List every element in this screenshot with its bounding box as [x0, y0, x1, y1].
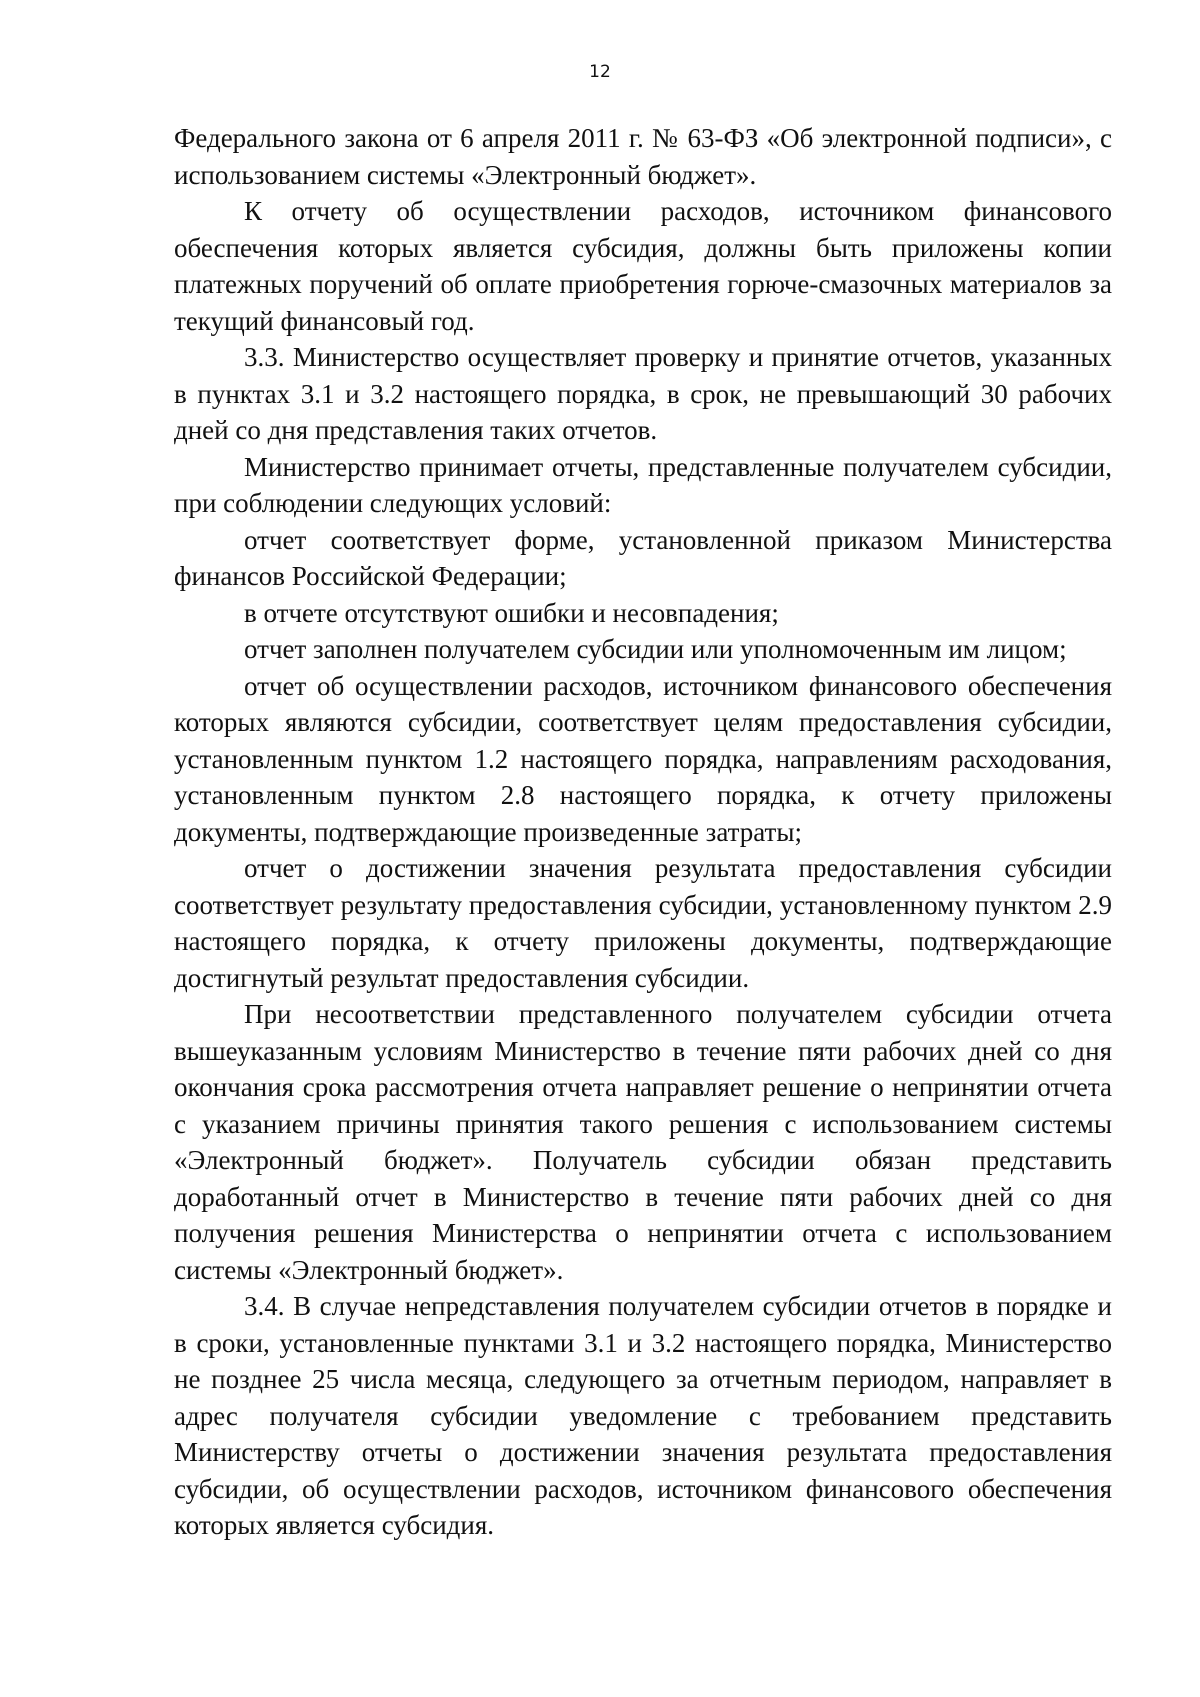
paragraph-3-3: 3.3. Министерство осуществляет проверку и принятие отчетов, указанных в пунктах 3.1 и 3.2 настоящего порядка, в срок, не превышающий 30 рабочих дней со дня представления таких отчетов. [174, 342, 1112, 445]
paragraph-continuation: Федерального закона от 6 апреля 2011 г. № 63-ФЗ «Об электронной подписи», с использованием системы «Электронный бюджет». [174, 123, 1112, 190]
paragraph-acceptance-conditions: Министерство принимает отчеты, представленные получателем субсидии, при соблюдении следующих условий: [174, 451, 1112, 518]
condition-expenses-report: отчет об осуществлении расходов, источником финансового обеспечения которых являются субсидии, соответствует целям предоставления субсидии, установленным пунктом 1.2 настоящего порядка, направлениям расходования, установленным пунктом 2.8 настоящего порядка, к отчету приложены документы, подтверждающие произведенные затраты; [174, 670, 1112, 847]
paragraph-attachments: К отчету об осуществлении расходов, источником финансового обеспечения которых является субсидия, должны быть приложены копии платежных поручений об оплате приобретения горюче-смазочных материалов за текущий финансовый год. [174, 196, 1112, 336]
paragraph-non-compliance: При несоответствии представленного получателем субсидии отчета вышеуказанным условиям Министерство в течение пяти рабочих дней со дня окончания срока рассмотрения отчета направляет решение о непринятии отчета с указанием причины принятия такого решения с использованием системы «Электронный бюджет». Получатель субсидии обязан представить доработанный отчет в Министерство в течение пяти рабочих дней со дня получения решения Министерства о непринятии отчета с использованием системы «Электронный бюджет». [174, 999, 1112, 1285]
condition-form: отчет соответствует форме, установленной приказом Министерства финансов Российской Федерации; [174, 524, 1112, 591]
condition-result-report: отчет о достижении значения результата предоставления субсидии соответствует результату предоставления субсидии, установленному пунктом 2.9 настоящего порядка, к отчету приложены документы, подтверждающие достигнутый результат предоставления субсидии. [174, 853, 1112, 993]
condition-no-errors: в отчете отсутствуют ошибки и несовпадения; [244, 597, 779, 628]
paragraph-3-4: 3.4. В случае непредставления получателем субсидии отчетов в порядке и в сроки, установленные пунктами 3.1 и 3.2 настоящего порядка, Министерство не позднее 25 числа месяца, следующего за отчетным периодом, направляет в адрес получателя субсидии уведомление с требованием представить Министерству отчеты о достижении значения результата предоставления субсидии, об осуществлении расходов, источником финансового обеспечения которых является субсидия. [174, 1291, 1112, 1540]
condition-filled-by: отчет заполнен получателем субсидии или уполномоченным им лицом; [244, 634, 1067, 664]
page-number: 12 [589, 62, 611, 82]
document-body [174, 120, 1112, 1544]
